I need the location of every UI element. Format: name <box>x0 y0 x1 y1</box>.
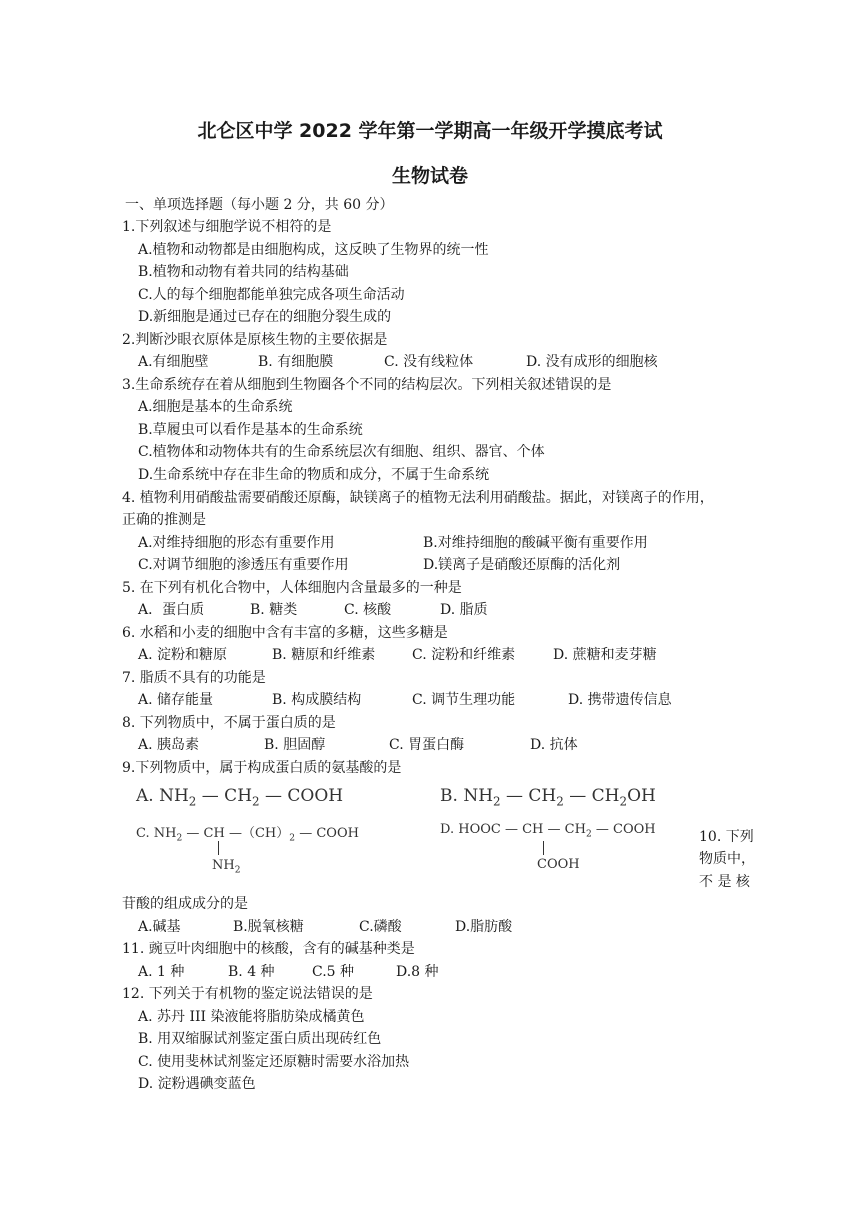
question-4-option-c: C.对调节细胞的渗透压有重要作用 <box>138 557 349 573</box>
question-9-option-a-formula: A. $NH_2$ — $CH_2$ — COOH <box>136 786 344 809</box>
question-11-option-d: D.8 种 <box>396 964 439 980</box>
question-11-option-a: A. 1 种 <box>138 964 185 980</box>
exam-title: 北仑区中学 2022 学年第一学期高一年级开学摸底考试 <box>197 120 663 142</box>
question-1-option-b: B.植物和动物有着共同的结构基础 <box>138 264 349 280</box>
question-10-option-a: A.碱基 <box>138 919 181 935</box>
question-9-option-b-formula: B. $NH_2$ — $CH_2$ — $CH_2OH$ <box>440 786 656 809</box>
question-6-option-b: B. 糖原和纤维素 <box>272 647 376 663</box>
question-9-option-d-formula: D. HOOC — CH — $CH_2$ — COOH <box>440 822 656 840</box>
question-4-option-a: A.对维持细胞的形态有重要作用 <box>138 535 335 551</box>
question-6-option-c: C. 淀粉和纤维素 <box>412 647 516 663</box>
question-2-option-a: A.有细胞壁 <box>138 354 209 370</box>
question-3-option-d: D.生命系统中存在非生命的物质和成分，不属于生命系统 <box>138 467 490 483</box>
question-2-option-c: C. 没有线粒体 <box>384 354 474 370</box>
question-9-option-d-bond <box>543 841 544 855</box>
question-5-option-a: A．蛋白质 <box>138 602 205 618</box>
question-12-option-c: C. 使用斐林试剂鉴定还原糖时需要水浴加热 <box>138 1054 410 1070</box>
question-10-option-b: B.脱氧核糖 <box>233 919 304 935</box>
question-11-option-c: C.5 种 <box>312 964 355 980</box>
question-7-stem: 7. 脂质不具有的功能是 <box>122 670 266 686</box>
question-10-stem-part-1: 10. 下列 <box>699 829 754 845</box>
question-10-option-d: D.脂肪酸 <box>455 919 513 935</box>
question-4-option-b: B.对维持细胞的酸碱平衡有重要作用 <box>423 535 648 551</box>
question-3-option-b: B.草履虫可以看作是基本的生命系统 <box>138 422 363 438</box>
question-11-stem: 11. 豌豆叶肉细胞中的核酸，含有的碱基种类是 <box>122 941 415 957</box>
question-12-option-d: D. 淀粉遇碘变蓝色 <box>138 1076 256 1092</box>
question-4-stem-line-2: 正确的推测是 <box>122 512 206 528</box>
question-9-option-d-branch: COOH <box>537 857 580 872</box>
question-11-option-b: B. 4 种 <box>228 964 275 980</box>
question-2-option-d: D. 没有成形的细胞核 <box>526 354 658 370</box>
question-3-option-a: A.细胞是基本的生命系统 <box>138 399 293 415</box>
question-5-option-c: C. 核酸 <box>344 602 392 618</box>
question-10-option-c: C.磷酸 <box>359 919 402 935</box>
question-3-stem: 3.生命系统存在着从细胞到生物圈各个不同的结构层次。下列相关叙述错误的是 <box>122 377 612 393</box>
question-7-option-d: D. 携带遗传信息 <box>568 692 672 708</box>
question-5-option-b: B. 糖类 <box>250 602 298 618</box>
question-6-option-a: A. 淀粉和糖原 <box>138 647 228 663</box>
question-6-option-d: D. 蔗糖和麦芽糖 <box>553 647 657 663</box>
exam-subtitle: 生物试卷 <box>391 165 468 187</box>
question-7-option-b: B. 构成膜结构 <box>272 692 362 708</box>
question-1-option-c: C.人的每个细胞都能单独完成各项生命活动 <box>138 287 405 303</box>
question-4-option-d: D.镁离子是硝酸还原酶的活化剂 <box>423 557 621 573</box>
section-heading: 一、单项选择题（每小题 2 分，共 60 分） <box>125 197 394 213</box>
question-7-option-c: C. 调节生理功能 <box>412 692 516 708</box>
question-2-option-b: B. 有细胞膜 <box>258 354 334 370</box>
question-4-stem-line-1: 4. 植物利用硝酸盐需要硝酸还原酶，缺镁离子的植物无法利用硝酸盐。据此，对镁离子的作用， <box>122 490 714 506</box>
question-1-stem: 1.下列叙述与细胞学说不相符的是 <box>122 219 332 235</box>
question-1-option-a: A.植物和动物都是由细胞构成，这反映了生物界的统一性 <box>138 242 489 258</box>
question-7-option-a: A. 储存能量 <box>138 692 214 708</box>
question-5-option-d: D. 脂质 <box>440 602 488 618</box>
question-3-option-c: C.植物体和动物体共有的生命系统层次有细胞、组织、器官、个体 <box>138 444 545 460</box>
question-9-stem: 9.下列物质中，属于构成蛋白质的氨基酸的是 <box>122 760 402 776</box>
question-12-option-a: A. 苏丹 III 染液能将脂肪染成橘黄色 <box>138 1009 365 1025</box>
question-8-option-b: B. 胆固醇 <box>264 737 326 753</box>
question-10-stem-part-2: 物质中， <box>699 851 755 867</box>
question-8-option-c: C. 胃蛋白酶 <box>389 737 465 753</box>
question-1-option-d: D.新细胞是通过已存在的细胞分裂生成的 <box>138 309 392 325</box>
question-6-stem: 6. 水稻和小麦的细胞中含有丰富的多糖，这些多糖是 <box>122 625 448 641</box>
question-12-stem: 12. 下列关于有机物的鉴定说法错误的是 <box>122 986 373 1002</box>
question-9-option-c-bond <box>218 841 219 855</box>
question-9-option-c-branch: $NH_2$ <box>212 858 241 876</box>
question-5-stem: 5. 在下列有机化合物中，人体细胞内含量最多的一种是 <box>122 580 462 596</box>
question-9-option-c-formula: C. $NH_2$ — CH $—(CH)_2$ — COOH <box>136 826 359 844</box>
question-10-stem-part-4: 苷酸的组成成分的是 <box>122 896 248 912</box>
question-10-stem-part-3: 不 是 核 <box>699 874 750 890</box>
question-8-option-a: A. 胰岛素 <box>138 737 200 753</box>
question-12-option-b: B. 用双缩脲试剂鉴定蛋白质出现砖红色 <box>138 1031 382 1047</box>
question-8-stem: 8. 下列物质中，不属于蛋白质的是 <box>122 715 336 731</box>
question-8-option-d: D. 抗体 <box>530 737 578 753</box>
question-2-stem: 2.判断沙眼衣原体是原核生物的主要依据是 <box>122 332 388 348</box>
